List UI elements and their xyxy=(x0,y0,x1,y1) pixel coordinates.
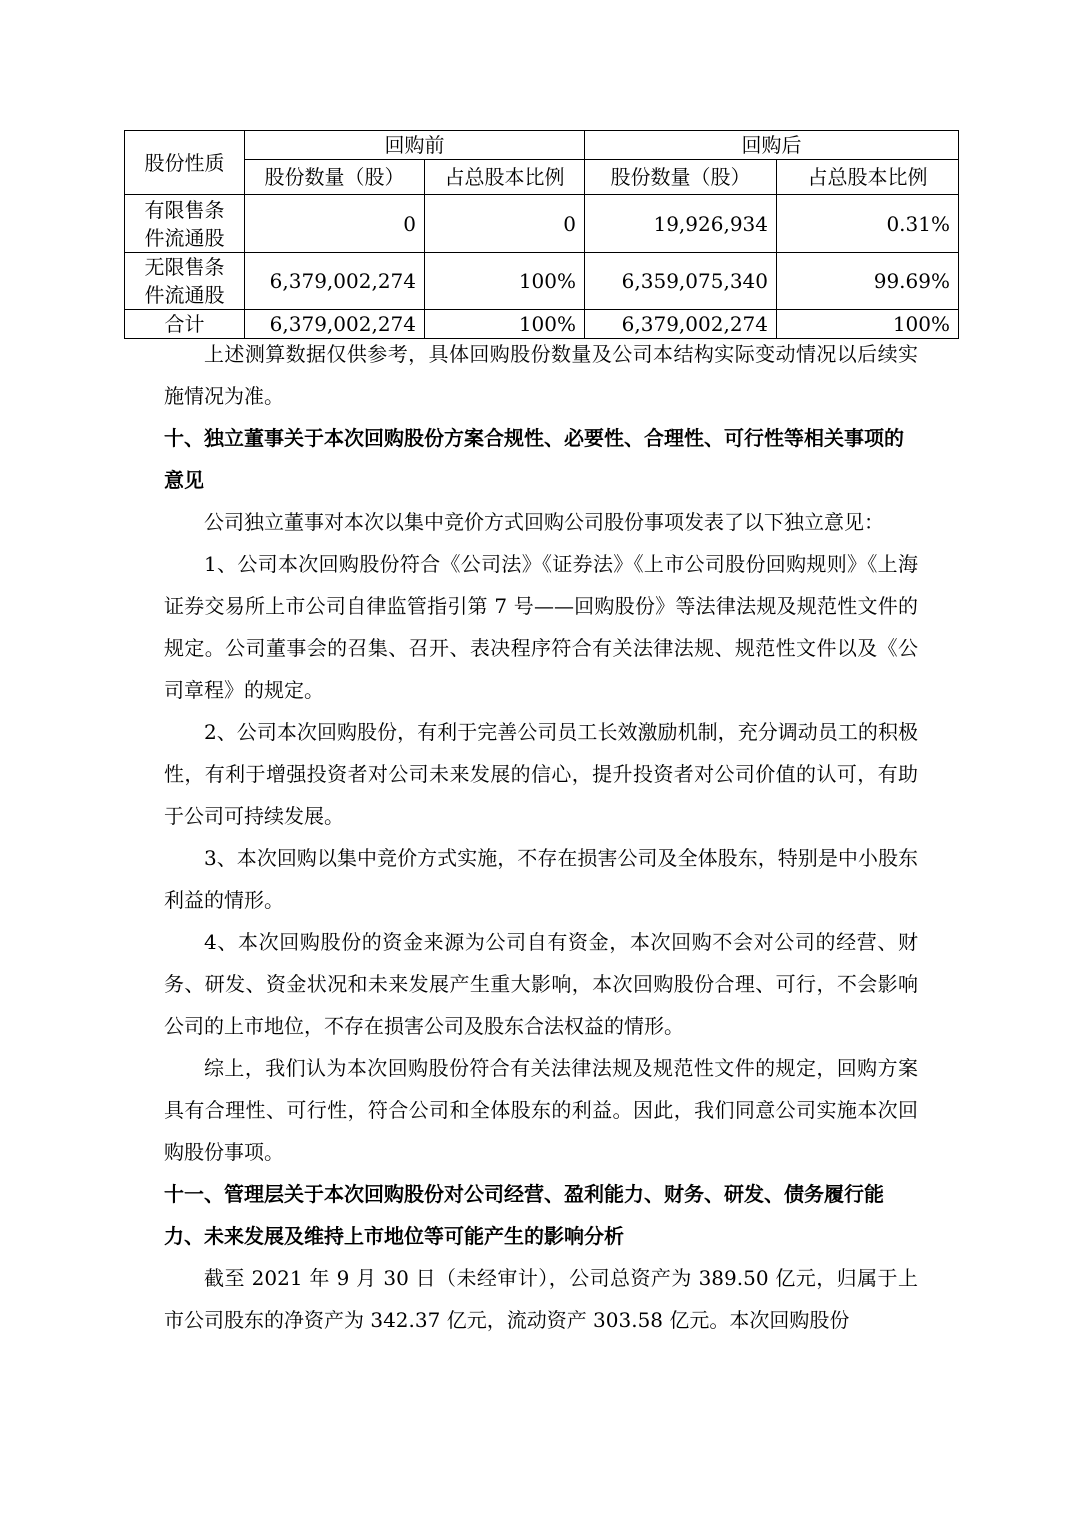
subheader-before-qty: 股份数量（股） xyxy=(245,160,425,195)
cell-before-ratio: 100% xyxy=(425,310,585,339)
cell-before-ratio: 100% xyxy=(425,253,585,310)
table-subheader-row xyxy=(125,160,959,195)
subheader-before-ratio: 占总股本比例 xyxy=(425,160,585,195)
table-row xyxy=(125,253,959,310)
cell-before-qty: 6,379,002,274 xyxy=(245,253,425,310)
cell-after-ratio: 99.69% xyxy=(777,253,959,310)
opinion-intro-paragraph: 公司独立董事对本次以集中竞价方式回购公司股份事项发表了以下独立意见： xyxy=(204,510,884,534)
row-label xyxy=(125,253,245,310)
table-header-row xyxy=(125,131,959,160)
opinion-summary-paragraph: 综上，我们认为本次回购股份符合有关法律法规及规范性文件的规定，回购方案具有合理性、可行性，符合公司和全体股东的利益。因此，我们同意公司实施本次回购股份事项。 xyxy=(164,1056,918,1164)
subheader-after-ratio: 占总股本比例 xyxy=(777,160,959,195)
section-heading-10: 十、独立董事关于本次回购股份方案合规性、必要性、合理性、可行性等相关事项的意见 xyxy=(164,426,904,492)
header-after-repurchase: 回购后 xyxy=(585,131,959,160)
cell-before-qty: 0 xyxy=(245,195,425,253)
section-heading-11: 十一、管理层关于本次回购股份对公司经营、盈利能力、财务、研发、债务履行能力、未来发展及维持上市地位等可能产生的影响分析 xyxy=(164,1182,884,1248)
opinion-item-4: 4、本次回购股份的资金来源为公司自有资金，本次回购不会对公司的经营、财务、研发、资金状况和未来发展产生重大影响，本次回购股份合理、可行，不会影响公司的上市地位，不存在损害公司及股东合法权益的情形。 xyxy=(164,930,918,1038)
subheader-after-qty: 股份数量（股） xyxy=(585,160,777,195)
header-before-repurchase: 回购前 xyxy=(245,131,585,160)
opinion-item-2: 2、公司本次回购股份，有利于完善公司员工长效激励机制，充分调动员工的积极性，有利于增强投资者对公司未来发展的信心，提升投资者对公司价值的认可，有助于公司可持续发展。 xyxy=(164,720,918,828)
cell-before-ratio: 0 xyxy=(425,195,585,253)
body-text xyxy=(164,333,918,1341)
row-label-line2: 件流通股 xyxy=(144,283,225,307)
row-label-line1: 无限售条 xyxy=(144,255,225,279)
opinion-item-3: 3、本次回购以集中竞价方式实施，不存在损害公司及全体股东，特别是中小股东利益的情形。 xyxy=(164,846,918,912)
row-label-line2: 件流通股 xyxy=(144,225,225,250)
financial-analysis-paragraph: 截至 2021 年 9 月 30 日（未经审计），公司总资产为 389.50 亿元，归属于上市公司股东的净资产为 342.37 亿元，流动资产 303.58 亿元。本次回购股份 xyxy=(164,1266,918,1332)
cell-after-qty: 6,379,002,274 xyxy=(585,310,777,339)
cell-after-qty: 6,359,075,340 xyxy=(585,253,777,310)
row-label-line1: 有限售条 xyxy=(144,197,225,222)
table-row xyxy=(125,195,959,253)
cell-after-ratio: 100% xyxy=(777,310,959,339)
cell-after-ratio: 0.31% xyxy=(777,195,959,253)
row-label-total: 合计 xyxy=(125,310,245,339)
cell-before-qty: 6,379,002,274 xyxy=(245,310,425,339)
row-label xyxy=(125,195,245,253)
share-structure-table xyxy=(124,130,959,339)
opinion-item-1: 1、公司本次回购股份符合《公司法》《证券法》《上市公司股份回购规则》《上海证券交易所上市公司自律监管指引第 7 号——回购股份》等法律法规及规范性文件的规定。公司董事会的召集、召开、表决程序符合有关法律法规、规范性文件以及《公司章程》的规定。 xyxy=(164,552,918,702)
table-note-paragraph: 上述测算数据仅供参考，具体回购股份数量及公司本结构实际变动情况以后续实施情况为准。 xyxy=(164,342,918,408)
header-share-nature: 股份性质 xyxy=(125,131,245,195)
cell-after-qty: 19,926,934 xyxy=(585,195,777,253)
